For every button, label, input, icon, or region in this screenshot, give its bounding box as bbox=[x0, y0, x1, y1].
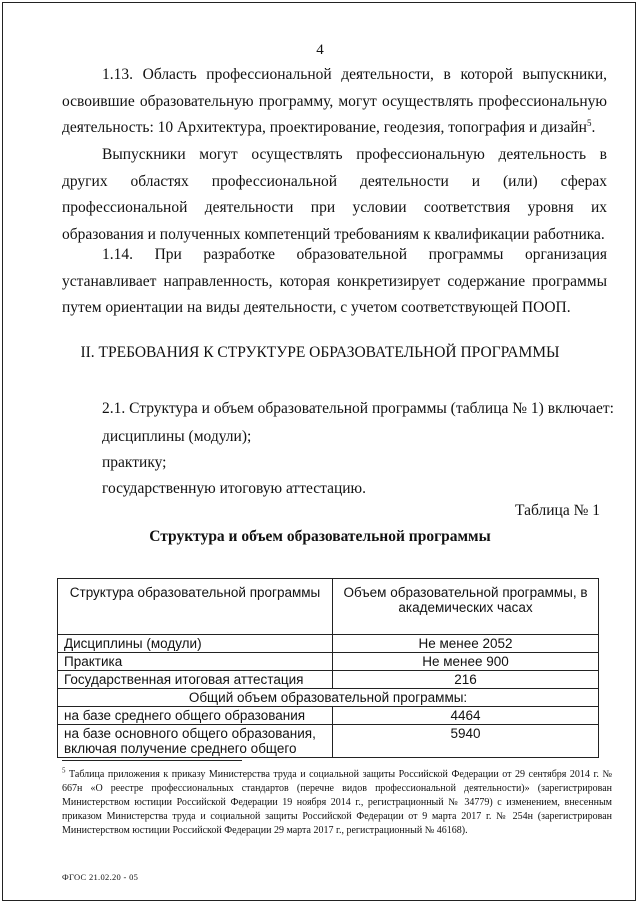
table-header-structure: Структура образовательной программы bbox=[58, 579, 333, 635]
page-number: 4 bbox=[316, 42, 324, 58]
footnote-divider bbox=[62, 760, 242, 761]
footnote-text: Таблица приложения к приказу Министерства труда и социальной защиты Российской Федерации от 29 сентября 2014 г. № 667н «О реестре профессиональных стандартов (перечне видов профессиональной деятельности)» (зарегистрирован Министерством юстиции Российской Федерации 19 ноября 2014 г., регистрационный № 34779) с изменением, внесенным приказом Министерства труда и социальной защиты Российской Федерации от 9 марта 2017 г. № 254н (зарегистрирован Министерством юстиции Российской Федерации 29 марта 2017 г., регистрационный № 46168). bbox=[62, 769, 613, 836]
table-header-volume: Объем образовательной программы, в академических часах bbox=[333, 579, 599, 635]
table-cell-value: Не менее 900 bbox=[333, 653, 599, 671]
paragraph-graduates: Выпускники могут осуществлять профессиональную деятельность в других областях профессиональной деятельности и (или) сферах профессиональной деятельности при условии соответствия уровня их образования и полученных компетенций требованиям к квалификации работника. bbox=[62, 146, 607, 243]
table-row bbox=[58, 725, 599, 758]
table-cell-label: на базе среднего общего образования bbox=[58, 707, 333, 725]
table-cell-value: 5940 bbox=[333, 725, 599, 758]
table-cell-label: Дисциплины (модули) bbox=[58, 635, 333, 653]
table-total-label: Общий объем образовательной программы: bbox=[58, 689, 599, 707]
section-line-practice: практику; bbox=[102, 454, 167, 471]
table-row bbox=[58, 671, 599, 689]
table-row bbox=[58, 653, 599, 671]
footnote bbox=[62, 768, 612, 838]
table-cell-value: Не менее 2052 bbox=[333, 635, 599, 653]
table-cell-value: 216 bbox=[333, 671, 599, 689]
table-cell-label: Практика bbox=[58, 653, 333, 671]
paragraph-1-14: 1.14. При разработке образовательной программы организация устанавливает направленность, которая конкретизирует содержание программы путем ориентации на виды деятельности, с учетом соответствующей ПООП. bbox=[62, 246, 607, 316]
table-header-row bbox=[58, 579, 599, 635]
structure-table bbox=[57, 578, 599, 758]
table-cell-label: на базе основного общего образования, включая получение среднего общего bbox=[58, 725, 333, 758]
footnote-mark: 5 bbox=[62, 766, 66, 775]
paragraph-1-13-text: 1.13. Область профессиональной деятельности, в которой выпускники, освоившие образовательную программу, могут осуществлять профессиональную деятельность: 10 Архитектура, проектирование, геодезия, топография и дизайн bbox=[62, 66, 607, 136]
document-id: ФГОС 21.02.20 - 05 bbox=[62, 872, 139, 882]
section-line-disciplines: дисциплины (модули); bbox=[102, 428, 252, 445]
footnote-reference: 5 bbox=[586, 117, 592, 128]
section-line-2-1: 2.1. Структура и объем образовательной программы (таблица № 1) включает: bbox=[102, 400, 614, 417]
table-total-row bbox=[58, 689, 599, 707]
section-heading: II. ТРЕБОВАНИЯ К СТРУКТУРЕ ОБРАЗОВАТЕЛЬНОЙ ПРОГРАММЫ bbox=[80, 344, 560, 361]
table-title: Структура и объем образовательной программы bbox=[149, 528, 491, 545]
section-line-attestation: государственную итоговую аттестацию. bbox=[102, 480, 367, 497]
paragraph-1-13 bbox=[62, 62, 607, 142]
table-cell-label: Государственная итоговая аттестация bbox=[58, 671, 333, 689]
table-row bbox=[58, 635, 599, 653]
table-row bbox=[58, 707, 599, 725]
paragraph-1-13-end: . bbox=[591, 119, 596, 136]
table-cell-value: 4464 bbox=[333, 707, 599, 725]
table-caption: Таблица № 1 bbox=[515, 502, 600, 519]
